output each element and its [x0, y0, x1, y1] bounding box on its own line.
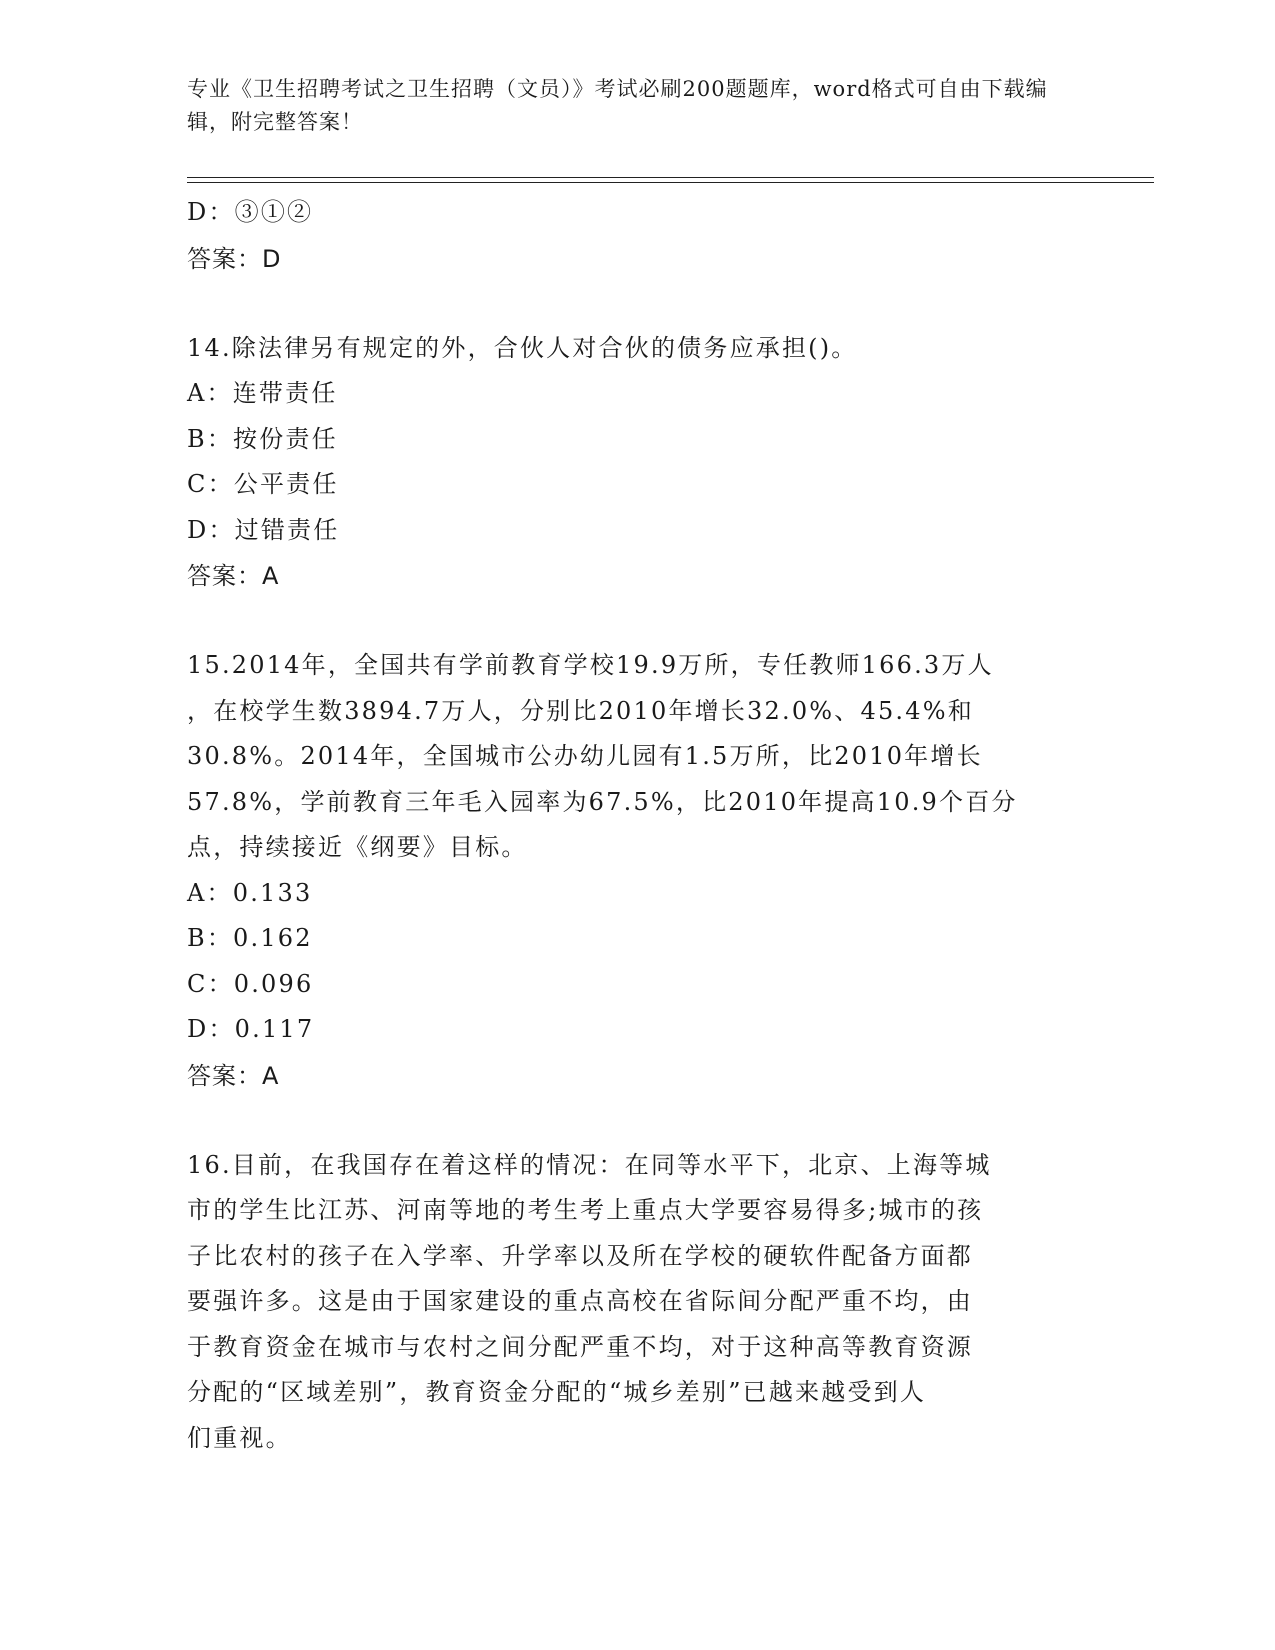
q15-answer: 答案：A: [187, 1061, 280, 1090]
q14-option-c: C：公平责任: [187, 470, 339, 498]
q16-stem-line: 分配的“区域差别”，教育资金分配的“城乡差别”已越来越受到人: [187, 1378, 927, 1406]
q14-stem: 14.除法律另有规定的外，合伙人对合伙的债务应承担()。: [187, 333, 858, 362]
q13-option-d: D：③①②: [187, 198, 314, 226]
q14-answer: 答案：A: [187, 562, 280, 590]
q14-option-d: D：过错责任: [187, 515, 340, 544]
q15-stem-line: 57.8%，学前教育三年毛入园率为67.5%，比2010年提高10.9个百分: [187, 787, 1018, 816]
q16-stem-line: 16.目前，在我国存在着这样的情况：在同等水平下，北京、上海等城: [187, 1150, 992, 1179]
q16-stem-line: 于教育资金在城市与农村之间分配严重不均，对于这种高等教育资源: [187, 1332, 973, 1361]
spacer: [187, 1099, 1087, 1143]
q13-answer: 答案：D: [187, 244, 282, 273]
q15-option-c: C：0.096: [187, 969, 314, 998]
q16-stem-line: 们重视。: [187, 1423, 292, 1452]
spacer: [187, 282, 1087, 326]
document-header: 专业《卫生招聘考试之卫生招聘（文员）》考试必刷200题题库，word格式可自由下载编辑，附完整答案！: [187, 77, 1048, 134]
q16-stem-line: 要强许多。这是由于国家建设的重点高校在省际间分配严重不均，由: [187, 1287, 973, 1315]
header-rule-top: [187, 177, 1154, 178]
spacer: [187, 599, 1087, 643]
q15-stem-line: 30.8%。2014年，全国城市公办幼儿园有1.5万所，比2010年增长: [187, 742, 983, 770]
q15-stem-line: ，在校学生数3894.7万人，分别比2010年增长32.0%、45.4%和: [187, 696, 974, 725]
q15-stem-line: 15.2014年，全国共有学前教育学校19.9万所，专任教师166.3万人: [187, 651, 994, 679]
q16-stem-line: 子比农村的孩子在入学率、升学率以及所在学校的硬软件配备方面都: [187, 1241, 973, 1270]
q14-option-b: B：按份责任: [187, 424, 338, 453]
question-content: [187, 190, 1087, 1461]
q14-option-a: A：连带责任: [187, 379, 338, 407]
header-rule-bottom: [187, 182, 1154, 183]
q15-option-a: A：0.133: [187, 878, 313, 907]
q16-stem-line: 市的学生比江苏、河南等地的考生考上重点大学要容易得多;城市的孩: [187, 1196, 984, 1224]
q15-option-d: D：0.117: [187, 1015, 315, 1043]
q15-option-b: B：0.162: [187, 924, 313, 952]
q15-stem-line: 点，持续接近《纲要》目标。: [187, 833, 528, 861]
